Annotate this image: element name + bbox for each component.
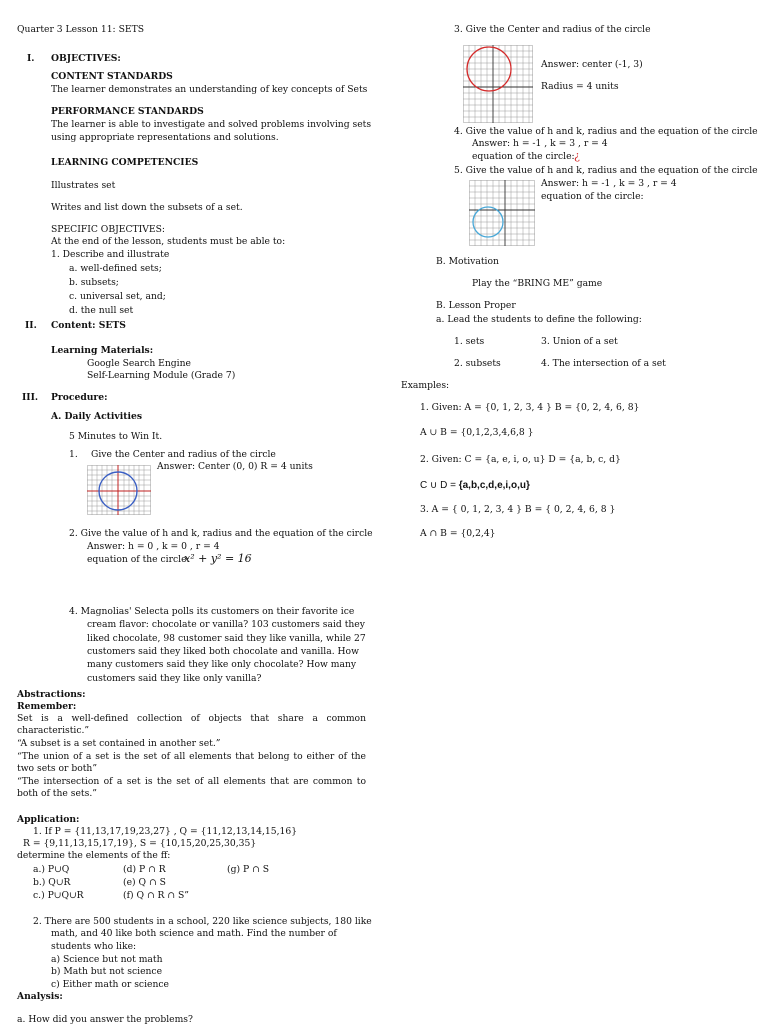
procedure-heading: Procedure: [51, 392, 108, 403]
application-item: c.) P∪Q∪R [33, 890, 84, 901]
win-it-label: 5 Minutes to Win It. [69, 431, 163, 442]
remember-label: Remember: [17, 701, 77, 712]
question-5-text: 5. Give the value of h and k, radius and the equation of the circle [454, 165, 758, 176]
application-problem-2-line: a) Science but not math [51, 954, 163, 965]
example-3-given: 3. A = { 0, 1, 2, 3, 4 } B = { 0, 2, 4, 6, 8 } [420, 504, 616, 515]
performance-standards-text-1: The learner is able to investigate and solved problems involving sets [51, 119, 372, 130]
lesson-proper-heading: B. Lesson Proper [436, 300, 516, 311]
question-2-equation: x² + y² = 16 [184, 552, 252, 565]
example-1-result: A ∪ B = {0,1,2,3,4,6,8 } [420, 427, 534, 438]
objective-item: b. subsets; [69, 277, 119, 288]
application-problem-1: 1. If P = {11,13,17,19,23,27} , Q = {11,12,13,14,15,16} [33, 826, 298, 837]
content-heading: Content: SETS [51, 320, 126, 331]
competency-2: Writes and list down the subsets of a set. [51, 202, 243, 213]
learning-material-2: Self-Learning Module (Grade 7) [87, 370, 236, 381]
abstraction-union-definition: “The union of a set is the set of all elements that belong to either of the two sets or both” [17, 751, 366, 775]
example-1-given: 1. Given: A = {0, 1, 2, 3, 4 } B = {0, 2, 4, 6, 8} [420, 402, 640, 413]
question-3-text: 3. Give the Center and radius of the circle [454, 24, 651, 35]
question-1-answer: Answer: Center (0, 0) R = 4 units [157, 461, 313, 472]
word-problem-ice-cream: 4. Magnolias' Selecta polls its customers on their favorite ice cream flavor: chocolate or vanilla? 103 customers said they liked chocolate, 98 customer said they like vanilla, while 27 customers said they liked both chocolate and vanilla. How many customers said they like only chocolate? How many customers said they like only vanilla? [69, 606, 366, 684]
objective-describe: 1. Describe and illustrate [51, 249, 170, 260]
section-1-numeral: I. [27, 53, 35, 64]
learning-materials-heading: Learning Materials: [51, 345, 154, 356]
analysis-heading: Analysis: [17, 991, 63, 1002]
objective-item: d. the null set [69, 305, 134, 316]
specific-objectives-intro: At the end of the lesson, students must be able to: [51, 236, 286, 247]
question-3-radius: Radius = 4 units [541, 81, 619, 92]
application-heading: Application: [17, 814, 80, 825]
example-2-result [420, 479, 530, 492]
performance-standards-heading: PERFORMANCE STANDARDS [51, 106, 204, 117]
application-problem-2-line: 2. There are 500 students in a school, 220 like science subjects, 180 like [33, 916, 372, 927]
question-4-equation-symbol: ¿ [574, 149, 580, 162]
application-item: a.) P∪Q [33, 864, 70, 875]
definition-2: 2. subsets [454, 358, 501, 369]
question-4-equation-label: equation of the circle: [472, 151, 575, 162]
application-instruction: determine the elements of the ff: [17, 850, 171, 861]
example-2-result-set: {a,b,c,d,e,i,o,u} [458, 480, 530, 491]
circle-graph-3 [463, 45, 533, 123]
page-header: Quarter 3 Lesson 11: SETS [17, 24, 144, 35]
definition-3: 3. Union of a set [541, 336, 618, 347]
question-5-equation-label: equation of the circle: [541, 191, 644, 202]
question-5-answer: Answer: h = -1 , k = 3 , r = 4 [541, 178, 677, 189]
abstractions-heading: Abstractions: [17, 689, 86, 700]
section-3-numeral: III. [22, 392, 39, 403]
competency-1: Illustrates set [51, 180, 116, 191]
objective-item: c. universal set, and; [69, 291, 166, 302]
content-standards-heading: CONTENT STANDARDS [51, 71, 173, 82]
example-3-result: A ∩ B = {0,2,4} [420, 528, 496, 539]
motivation-heading: B. Motivation [436, 256, 499, 267]
question-2-equation-label: equation of the circle: [87, 554, 190, 565]
application-problem-2-line: math, and 40 like both science and math. Find the number of [51, 928, 337, 939]
definition-1: 1. sets [454, 336, 485, 347]
question-1-text: Give the Center and radius of the circle [91, 449, 276, 460]
definition-4: 4. The intersection of a set [541, 358, 666, 369]
lesson-proper-lead: a. Lead the students to define the following: [436, 314, 642, 325]
specific-objectives-heading: SPECIFIC OBJECTIVES: [51, 224, 165, 235]
question-3-center: Answer: center (-1, 3) [541, 59, 643, 70]
question-4-text: 4. Give the value of h and k, radius and the equation of the circle [454, 126, 758, 137]
application-item: (f) Q ∩ R ∩ S” [123, 890, 190, 901]
example-2-given: 2. Given: C = {a, e, i, o, u} D = {a, b, c, d} [420, 454, 621, 465]
application-item: (d) P ∩ R [123, 864, 166, 875]
application-problem-2-line: students who like: [51, 941, 137, 952]
examples-heading: Examples: [401, 380, 450, 391]
abstraction-set-definition: Set is a well-defined collection of objects that share a common characteristic.” [17, 713, 366, 737]
content-standards-text: The learner demonstrates an understanding of key concepts of Sets [51, 84, 368, 95]
application-item: (e) Q ∩ S [123, 877, 166, 888]
learning-material-1: Google Search Engine [87, 358, 191, 369]
question-4-answer: Answer: h = -1 , k = 3 , r = 4 [472, 138, 608, 149]
question-2-text: 2. Give the value of h and k, radius and the equation of the circle [69, 528, 373, 539]
example-2-result-label: C ∪ D = [420, 480, 459, 491]
question-1-number: 1. [69, 449, 78, 460]
circle-graph-5 [469, 180, 535, 246]
application-item: b.) Q∪R [33, 877, 71, 888]
analysis-question-a: a. How did you answer the problems? [17, 1014, 193, 1025]
question-2-answer: Answer: h = 0 , k = 0 , r = 4 [87, 541, 220, 552]
objective-item: a. well-defined sets; [69, 263, 162, 274]
circle-graph-1 [87, 465, 151, 515]
learning-competencies-heading: LEARNING COMPETENCIES [51, 157, 199, 168]
performance-standards-text-2: using appropriate representations and solutions. [51, 132, 279, 143]
section-2-numeral: II. [25, 320, 37, 331]
application-problem-2-line: c) Either math or science [51, 979, 169, 990]
application-item: (g) P ∩ S [227, 864, 269, 875]
application-sets-r-s: R = {9,11,13,15,17,19}, S = {10,15,20,25,30,35} [23, 838, 257, 849]
abstraction-subset-definition: “A subset is a set contained in another set.” [17, 738, 221, 749]
motivation-game: Play the “BRING ME” game [472, 278, 603, 289]
application-problem-2-line: b) Math but not science [51, 966, 163, 977]
daily-activities-heading: A. Daily Activities [51, 411, 143, 422]
abstraction-intersection-definition: “The intersection of a set is the set of all elements that are common to both of the sets.” [17, 776, 366, 800]
objectives-heading: OBJECTIVES: [51, 53, 121, 64]
